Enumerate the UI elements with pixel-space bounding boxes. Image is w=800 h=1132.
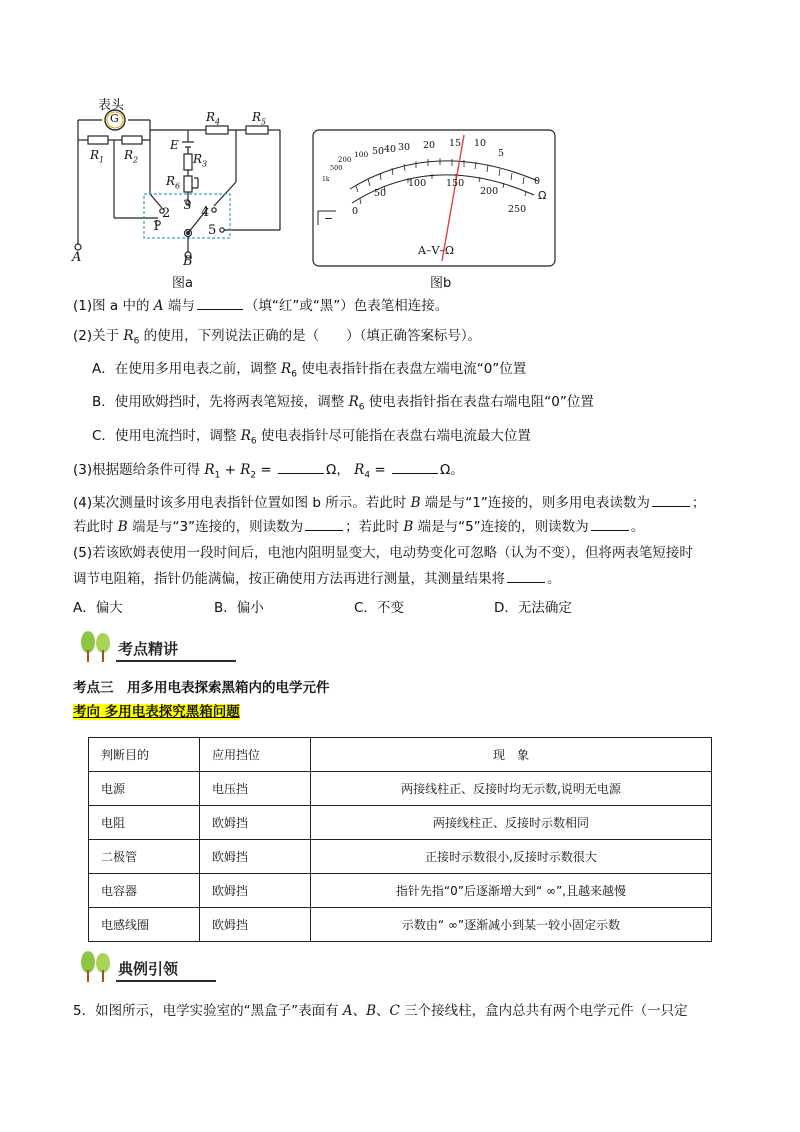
- dial-dash: −: [324, 212, 334, 225]
- question-3: (3)根据题给条件可得 $R_1 + R_2 = \Omega$， $R_4 = \Omega$。: [73, 462, 464, 481]
- meter-label: 表头: [98, 98, 125, 113]
- section-banner: [76, 950, 256, 984]
- table-cell: 欧姆挡: [200, 908, 311, 942]
- table-cell: 电感线圈: [89, 908, 200, 942]
- option-2c: C．使用电流挡时，调整 $R_6$ 使电表指针尽可能指在表盘右端电流最大位置: [92, 428, 531, 447]
- dial-scale-mid: 0 50 100 150 200 250: [352, 178, 527, 217]
- table-cell: 指针先指“0”后逐渐增大到“ ∞”,且越来越慢: [311, 874, 712, 908]
- table-header: 现 象: [311, 738, 712, 772]
- choice-c[interactable]: C．不变: [354, 600, 404, 616]
- label-n4: 4: [201, 205, 210, 220]
- table-cell: 二极管: [89, 840, 200, 874]
- table-header-row: [89, 738, 712, 772]
- table-header: 应用挡位: [200, 738, 311, 772]
- answer-blank[interactable]: [392, 461, 438, 474]
- label-r6: $R_6$: [166, 174, 181, 191]
- label-a: A: [72, 250, 82, 265]
- table-cell: 欧姆挡: [200, 840, 311, 874]
- label-b: B: [183, 254, 193, 269]
- question-5-line1: (5)若该欧姆表使用一段时间后，电池内阻明显变大，电动势变化可忽略（认为不变），但将两表笔短接时: [73, 545, 693, 561]
- example-question-5: 5．如图所示，电学实验室的“黑盒子”表面有 A、B、C 三个接线柱，盒内总共有两个电学元件（一只定: [73, 1003, 688, 1019]
- table-cell: 欧姆挡: [200, 806, 311, 840]
- label-r4: $R_4$: [206, 110, 221, 127]
- answer-blank[interactable]: [305, 518, 343, 531]
- label-n1: 1: [152, 219, 161, 234]
- table-cell: 两接线柱正、反接时示数相同: [311, 806, 712, 840]
- table-row: [89, 840, 712, 874]
- table-cell: 电容器: [89, 874, 200, 908]
- table-cell: 正接时示数很小,反接时示数很大: [311, 840, 712, 874]
- banner-title: 典例引领: [118, 960, 179, 978]
- label-r1: $R_1$: [90, 148, 105, 165]
- answer-blank[interactable]: [278, 461, 324, 474]
- banner-underline: [116, 660, 236, 662]
- question-4-line1: (4)某次测量时该多用电表指针位置如图 b 所示。若此时 B 端是与“1”连接的，则多用电表读数为 ；: [73, 495, 706, 511]
- table-cell: 示数由“ ∞”逐渐减小到某一较小固定示数: [311, 908, 712, 942]
- table-cell: 电阻: [89, 806, 200, 840]
- table-row: [89, 874, 712, 908]
- label-n2: 2: [162, 206, 171, 221]
- answer-blank[interactable]: [652, 494, 690, 507]
- section-banner: [76, 630, 256, 664]
- answer-blank[interactable]: [197, 297, 243, 310]
- banner-underline: [116, 980, 216, 982]
- label-r5: $R_5$: [252, 110, 267, 127]
- table-cell: 电源: [89, 772, 200, 806]
- section-subheading: 考向 多用电表探究黑箱问题: [73, 704, 240, 720]
- table-cell: 欧姆挡: [200, 874, 311, 908]
- question-2: (2)关于 $R_6$ 的使用，下列说法正确的是（ ）（填正确答案标号）。: [73, 328, 482, 347]
- question-1: (1)图 a 中的 A 端与 （填“红”或“黑”）色表笔相连接。: [73, 298, 449, 314]
- table-header: 判断目的: [89, 738, 200, 772]
- table-cell: 两接线柱正、反接时均无示数,说明无电源: [311, 772, 712, 806]
- banner-title: 考点精讲: [118, 640, 179, 658]
- blackbox-table: [88, 737, 712, 942]
- section-heading: 考点三 用多用电表探索黑箱内的电学元件: [73, 680, 330, 696]
- answer-blank[interactable]: [591, 518, 629, 531]
- table-row: [89, 772, 712, 806]
- dial-omega: Ω: [538, 189, 547, 202]
- table-row: [89, 908, 712, 942]
- label-r3: $R_3$: [193, 152, 208, 169]
- dial-scale-top: 1k 500 200 100 50 40 30 20 15 10 5 0: [322, 138, 541, 187]
- choice-b[interactable]: B．偏小: [214, 600, 264, 616]
- choice-d[interactable]: D．无法确定: [494, 600, 572, 616]
- tree-icon: [76, 630, 116, 664]
- question-4-line2: 若此时 B 端是与“3”连接的，则读数为 ；若此时 B 端是与“5”连接的，则读数为 。: [73, 519, 645, 535]
- label-n3: 3: [183, 198, 192, 213]
- question-5-line2: 调节电阻箱，指针仍能满偏，按正确使用方法再进行测量，其测量结果将 。: [73, 571, 561, 587]
- label-r2: $R_2$: [124, 148, 139, 165]
- meter-symbol: G: [110, 112, 119, 125]
- caption-figure-b: 图b: [430, 276, 452, 291]
- choice-a[interactable]: A．偏大: [73, 600, 123, 616]
- option-2a: A．在使用多用电表之前，调整 $R_6$ 使电表指针指在表盘左端电流“0”位置: [92, 361, 527, 380]
- table-row: [89, 806, 712, 840]
- option-2b: B．使用欧姆挡时，先将两表笔短接，调整 $R_6$ 使电表指针指在表盘右端电阻“0”位置: [92, 394, 594, 413]
- label-e: E: [170, 138, 179, 152]
- table-cell: 电压挡: [200, 772, 311, 806]
- tree-icon: [76, 950, 116, 984]
- dial-unit-label: A–V–Ω: [418, 244, 455, 257]
- caption-figure-a: 图a: [172, 276, 193, 291]
- answer-blank[interactable]: [507, 570, 545, 583]
- label-n5: 5: [208, 223, 217, 238]
